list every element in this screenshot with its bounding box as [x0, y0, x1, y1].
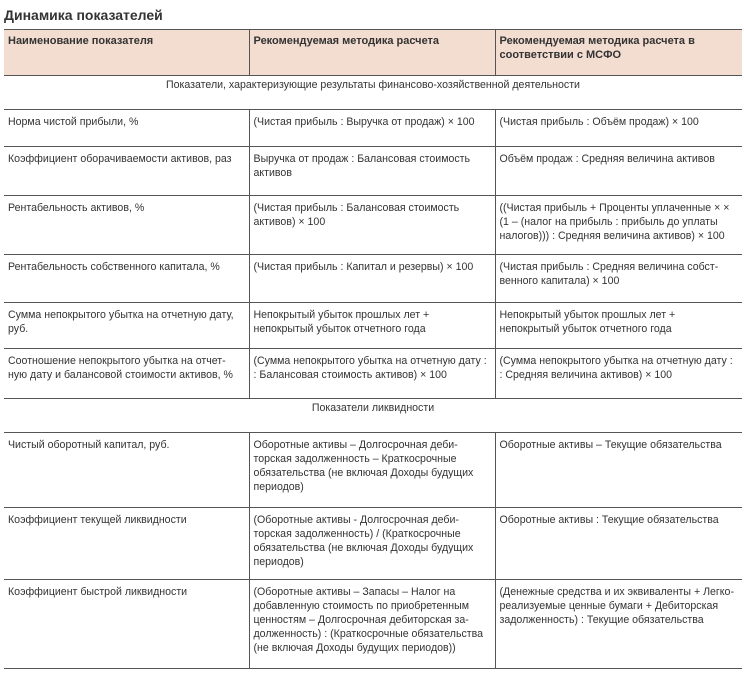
method-ifrs-cell: ((Чистая прибыль + Проценты уплаченные × × (1 – (налог на прибыль : прибыль до уплаты налогов))) : Средняя величина активов) × 100 — [495, 196, 742, 255]
section-row — [4, 76, 742, 110]
indicator-name: Коэффициент текущей ликвидности — [4, 508, 249, 580]
table-row — [4, 433, 742, 508]
method-ifrs-cell: Объём продаж : Средняя величина активов — [495, 147, 742, 196]
table-row — [4, 255, 742, 303]
method-ifrs-cell: Непокрытый убыток прошлых лет + непокрытый убыток отчетного года — [495, 303, 742, 349]
method-ifrs-cell: (Денежные средства и их эквиваленты + Легко-реализуемые ценные бумаги + Дебиторская задолженность) : Текущие обязательства — [495, 580, 742, 669]
method-cell: (Чистая прибыль : Балансовая стоимость активов) × 100 — [249, 196, 495, 255]
method-ifrs-cell: Оборотные активы : Текущие обязательства — [495, 508, 742, 580]
method-cell: Непокрытый убыток прошлых лет + непокрытый убыток отчетного года — [249, 303, 495, 349]
table-row — [4, 580, 742, 669]
method-ifrs-cell: (Чистая прибыль : Объём продаж) × 100 — [495, 110, 742, 147]
indicator-name: Рентабельность активов, % — [4, 196, 249, 255]
method-cell: (Сумма непокрытого убытка на отчетную дату : : Балансовая стоимость активов) × 100 — [249, 349, 495, 399]
page-title: Динамика показателей — [4, 7, 163, 23]
indicator-name: Коэффициент оборачиваемости активов, раз — [4, 147, 249, 196]
indicator-name: Соотношение непокрытого убытка на отчет-ную дату и балансовой стоимости активов, % — [4, 349, 249, 399]
table-row — [4, 349, 742, 399]
table-row — [4, 303, 742, 349]
table-row — [4, 147, 742, 196]
method-cell: Оборотные активы – Долгосрочная деби-торская задолженность – Краткосрочные обязательства (не включая Доходы будущих периодов) — [249, 433, 495, 508]
section-title: Показатели, характеризующие результаты финансово-хозяйственной деятельности — [166, 79, 580, 91]
method-ifrs-cell: (Сумма непокрытого убытка на отчетную дату : : Средняя величина активов) × 100 — [495, 349, 742, 399]
method-cell: (Оборотные активы – Запасы – Налог на добавленную стоимость по приобретенным ценностям – Долгосрочная дебиторская за-долженность) : (Краткосрочные обязательства (не включая Доходы будущих периодов)) — [249, 580, 495, 669]
indicator-name: Рентабельность собственного капитала, % — [4, 255, 249, 303]
indicator-name: Норма чистой прибыли, % — [4, 110, 249, 147]
section-title: Показатели ликвидности — [4, 399, 742, 433]
method-cell: Выручка от продаж : Балансовая стоимость активов — [249, 147, 495, 196]
header-method: Рекомендуемая методика расчета — [249, 30, 495, 76]
indicator-name: Чистый оборотный капитал, руб. — [4, 433, 249, 508]
table-row — [4, 196, 742, 255]
table-row — [4, 110, 742, 147]
method-cell: (Оборотные активы - Долгосрочная деби-торская задолженность) / (Краткосрочные обязательства (не включая Доходы будущих периодов) — [249, 508, 495, 580]
table-row — [4, 508, 742, 580]
section-row — [4, 399, 742, 433]
indicator-name: Сумма непокрытого убытка на отчетную дату, руб. — [4, 303, 249, 349]
table-header-row — [4, 30, 742, 76]
method-ifrs-cell: Оборотные активы – Текущие обязательства — [495, 433, 742, 508]
method-cell: (Чистая прибыль : Капитал и резервы) × 100 — [249, 255, 495, 303]
header-method-ifrs: Рекомендуемая методика расчета в соответствии с МСФО — [495, 30, 742, 76]
method-cell: (Чистая прибыль : Выручка от продаж) × 100 — [249, 110, 495, 147]
method-ifrs-cell: (Чистая прибыль : Средняя величина собст-венного капитала) × 100 — [495, 255, 742, 303]
indicator-name: Коэффициент быстрой ликвидности — [4, 580, 249, 669]
header-indicator-name: Наименование показателя — [4, 30, 249, 76]
indicators-table — [4, 29, 742, 669]
